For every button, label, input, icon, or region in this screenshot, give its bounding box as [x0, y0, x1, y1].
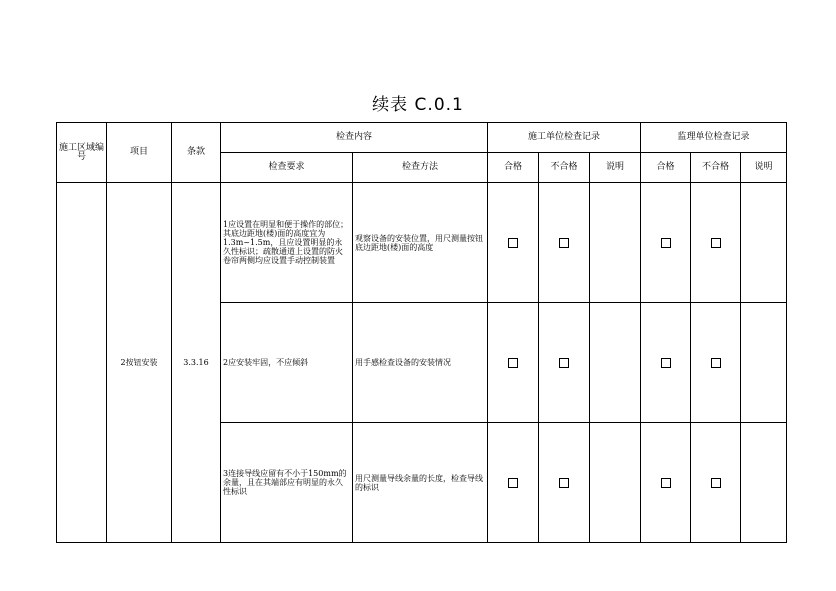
- requirement-header: 检查要求: [221, 153, 353, 183]
- requirement-cell: 3连接导线应留有不小于150mm的余量，且在其端部应有明显的永久性标识: [221, 423, 353, 543]
- supervision-record-header: 监理单位检查记录: [641, 123, 787, 153]
- table-row: [57, 183, 787, 303]
- supervision-note-cell[interactable]: [741, 303, 787, 423]
- construction-note-cell[interactable]: [590, 423, 641, 543]
- inspection-table: [56, 122, 787, 543]
- construction-record-header: 施工单位检查记录: [488, 123, 641, 153]
- supervision-pass-header: 合格: [641, 153, 691, 183]
- requirement-cell: 1应设置在明显和便于操作的部位；其底边距地(楼)面的高度宜为1.3m~1.5m，且应设置明显的永久性标识；疏散通道上设置的防火卷帘两侧均应设置手动控制装置: [221, 183, 353, 303]
- method-cell: 用尺测量导线余量的长度，检查导线的标识: [353, 423, 488, 543]
- construction-pass-checkbox[interactable]: [508, 478, 518, 488]
- construction-pass-checkbox[interactable]: [508, 238, 518, 248]
- construction-fail-checkbox[interactable]: [559, 238, 569, 248]
- clause-header: 条款: [172, 123, 221, 183]
- method-cell: 用手感检查设备的安装情况: [353, 303, 488, 423]
- construction-pass-checkbox[interactable]: [508, 358, 518, 368]
- construction-note-cell[interactable]: [590, 183, 641, 303]
- supervision-fail-checkbox[interactable]: [711, 478, 721, 488]
- construction-note-cell[interactable]: [590, 303, 641, 423]
- area-number-header: 施工区域编号: [57, 123, 107, 183]
- page-title: 续表 C.0.1: [372, 95, 464, 115]
- check-content-header: 检查内容: [221, 123, 488, 153]
- supervision-note-cell[interactable]: [741, 183, 787, 303]
- supervision-fail-checkbox[interactable]: [711, 358, 721, 368]
- supervision-note-header: 说明: [741, 153, 787, 183]
- supervision-fail-checkbox[interactable]: [711, 238, 721, 248]
- supervision-fail-header: 不合格: [691, 153, 741, 183]
- supervision-pass-checkbox[interactable]: [661, 238, 671, 248]
- item-cell: 2按钮安装: [107, 183, 172, 543]
- construction-note-header: 说明: [590, 153, 641, 183]
- supervision-note-cell[interactable]: [741, 423, 787, 543]
- item-header: 项目: [107, 123, 172, 183]
- supervision-pass-checkbox[interactable]: [661, 358, 671, 368]
- requirement-cell: 2应安装牢固，不应倾斜: [221, 303, 353, 423]
- supervision-pass-checkbox[interactable]: [661, 478, 671, 488]
- method-cell: 观察设备的安装位置，用尺测量按钮底边距地(楼)面的高度: [353, 183, 488, 303]
- construction-fail-header: 不合格: [539, 153, 590, 183]
- method-header: 检查方法: [353, 153, 488, 183]
- clause-cell: 3.3.16: [172, 183, 221, 543]
- construction-pass-header: 合格: [488, 153, 539, 183]
- construction-fail-checkbox[interactable]: [559, 358, 569, 368]
- construction-fail-checkbox[interactable]: [559, 478, 569, 488]
- area-number-cell: [57, 183, 107, 543]
